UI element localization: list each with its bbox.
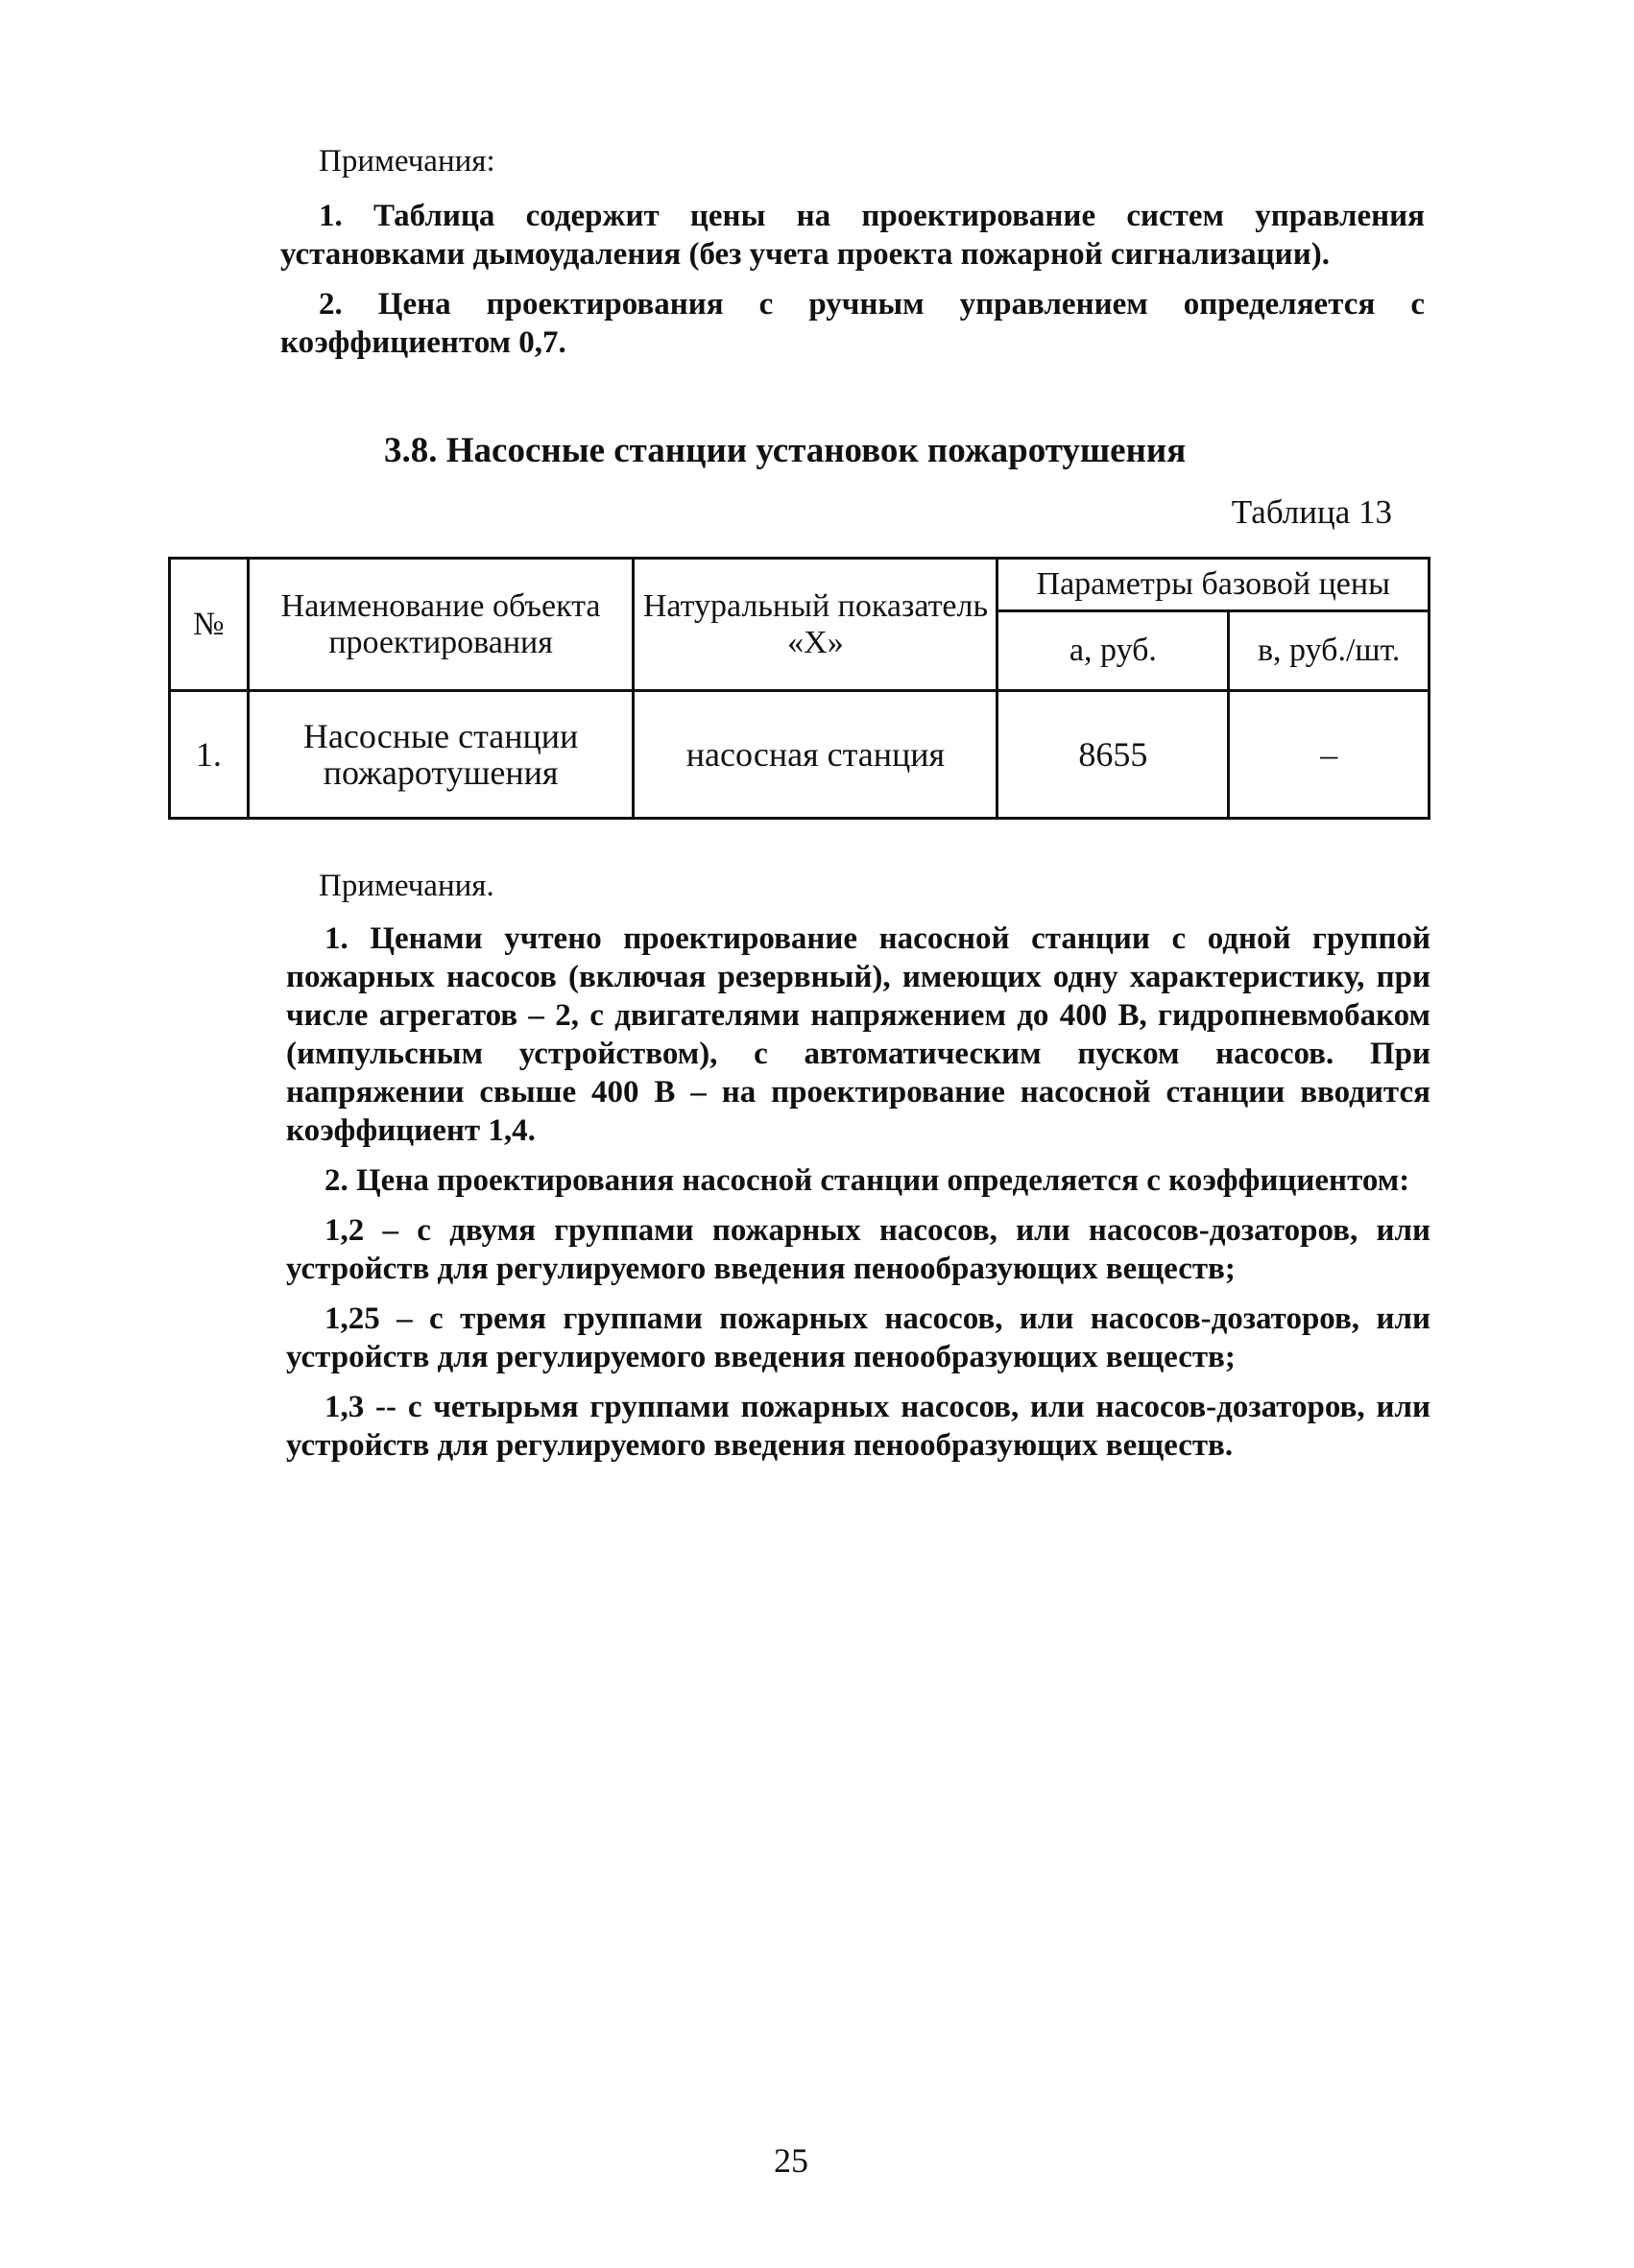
top-notes-title: Примечания: [319, 144, 495, 179]
top-notes-body [280, 197, 1425, 373]
header-indicator: Натуральный показатель «Х» [634, 559, 997, 691]
bottom-note-item-1: 1. Ценами учтено проектирование насосной станции с одной группой пожарных насосов (включая резервный), имеющих одну характеристику, при числе агрегатов – 2, с двигателями напряжением до 400 В, гидропневмобаком (импульсным устройством), с автоматическим пуском насосов. При напряжении свыше 400 В – на проектирование насосной станции вводится коэффициент 1,4. [286, 921, 1430, 1148]
coefficient-value-3: 1,3 [324, 1390, 365, 1424]
coefficient-text-2: – с тремя группами пожарных насосов, или насосов-дозаторов, или устройств для регулируемого введения пенообразующих веществ; [286, 1301, 1430, 1374]
header-num: № [170, 559, 249, 691]
header-params: Параметры базовой цены [997, 559, 1430, 611]
header-b: в, руб./шт. [1229, 611, 1430, 691]
table-label: Таблица 13 [1231, 493, 1392, 531]
coefficient-value-1: 1,2 [324, 1213, 365, 1248]
table-header-row [170, 559, 1430, 611]
page-number: 25 [774, 2141, 808, 2180]
cell-indicator: насосная станция [634, 691, 997, 819]
bottom-note-item-2: 2. Цена проектирования насосной станции определяется с коэффициентом: [324, 1163, 1410, 1198]
coefficient-value-2: 1,25 [324, 1301, 380, 1336]
header-name: Наименование объекта проектирования [248, 559, 634, 691]
table-row [170, 691, 1430, 819]
top-note-item-2: 2. Цена проектирования с ручным управлением определяется с коэффициентом 0,7. [280, 287, 1425, 360]
header-a: а, руб. [997, 611, 1229, 691]
cell-b: – [1229, 691, 1430, 819]
bottom-notes-title: Примечания. [319, 869, 494, 903]
cell-name: Насосные станции пожаротушения [248, 691, 634, 819]
section-title: 3.8. Насосные станции установок пожаротушения [384, 431, 1187, 470]
coefficient-item-2 [286, 1300, 1430, 1376]
cell-num: 1. [170, 691, 249, 819]
coefficient-text-3: -- с четырьмя группами пожарных насосов, или насосов-дозаторов, или устройств для регулируемого введения пенообразующих веществ. [286, 1390, 1430, 1463]
coefficient-item-1 [286, 1211, 1430, 1288]
top-note-item-1: 1. Таблица содержит цены на проектирование систем управления установками дымоудаления (без учета проекта пожарной сигнализации). [280, 199, 1425, 272]
coefficient-text-1: – с двумя группами пожарных насосов, или насосов-дозаторов, или устройств для регулируемого введения пенообразующих веществ; [286, 1213, 1430, 1286]
price-table [168, 557, 1430, 820]
bottom-notes-body [286, 919, 1430, 1476]
cell-a: 8655 [997, 691, 1229, 819]
coefficient-item-3 [286, 1388, 1430, 1465]
